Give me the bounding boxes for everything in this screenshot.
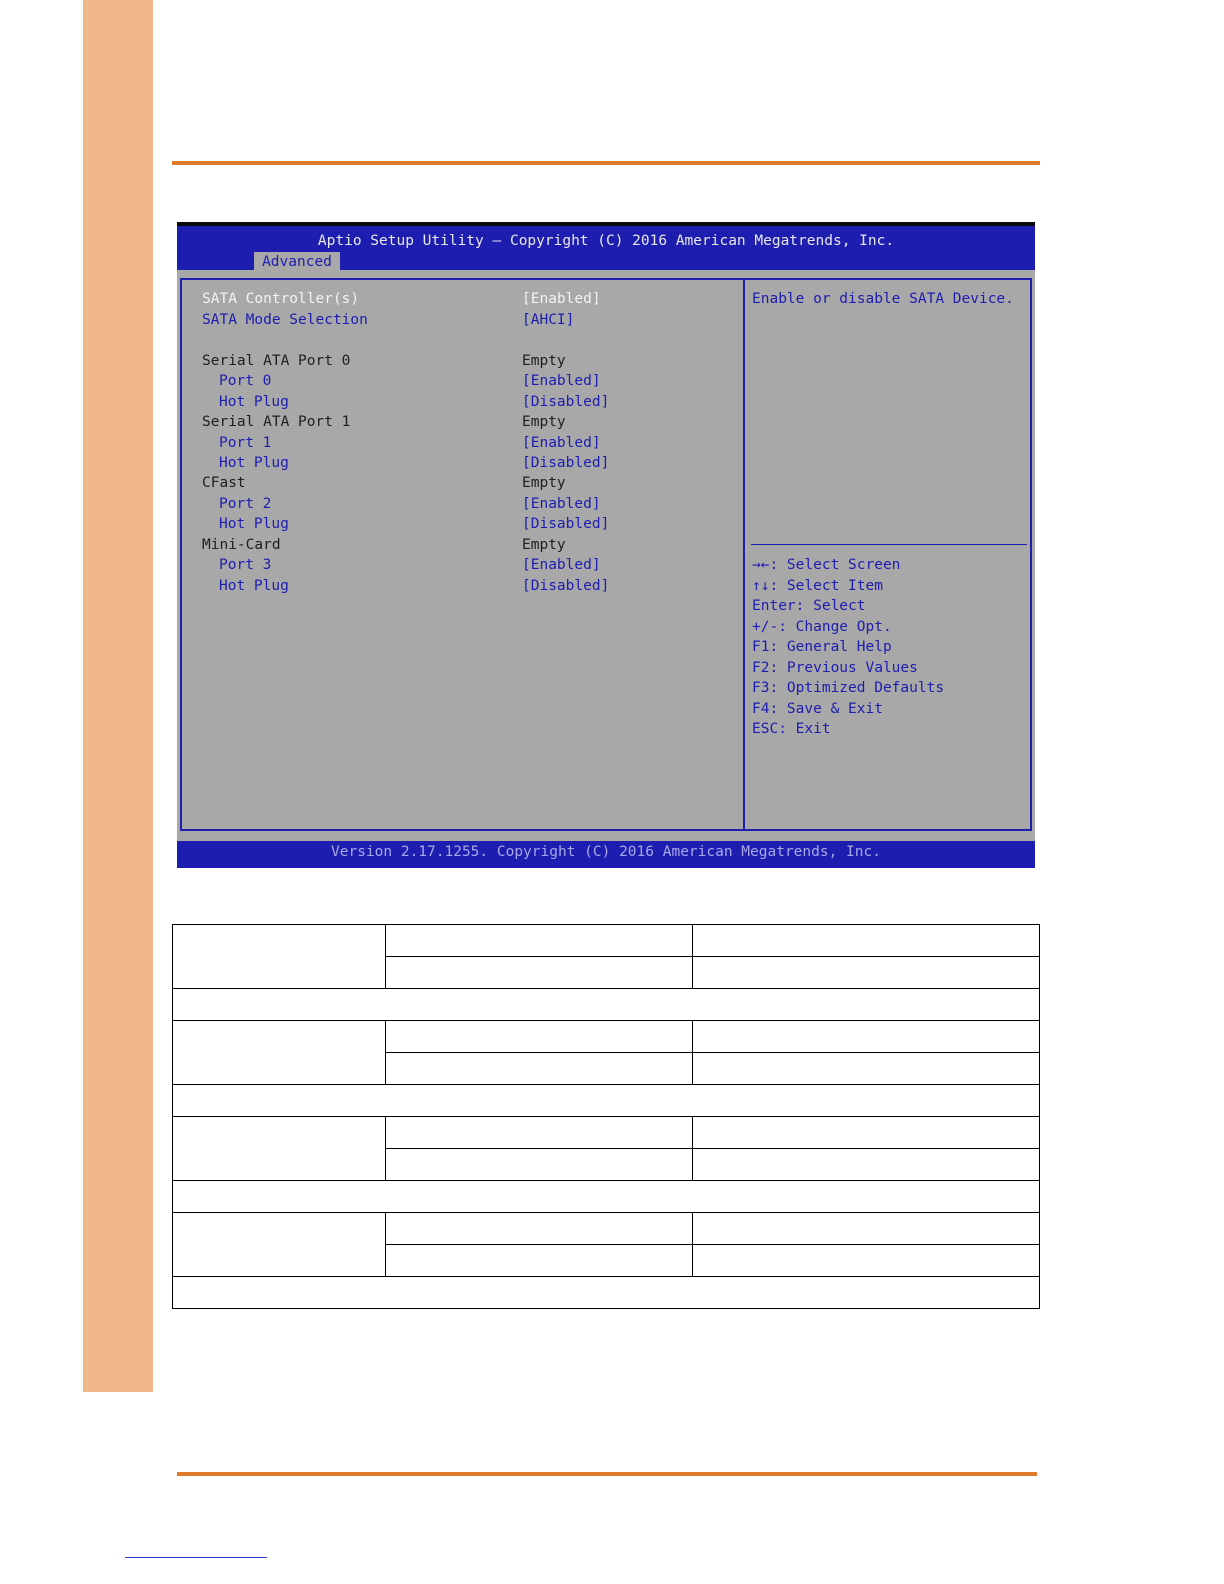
setup-item-value[interactable]: [Disabled]	[522, 394, 610, 410]
table-cell	[693, 957, 1040, 989]
panel-divider	[743, 278, 745, 831]
table-row	[173, 1213, 1040, 1245]
table-cell	[386, 925, 693, 957]
setup-item-value: Empty	[522, 475, 566, 491]
table-cell	[173, 1021, 386, 1085]
table-cell	[693, 925, 1040, 957]
help-description: Enable or disable SATA Device.	[752, 291, 1014, 307]
key-help-item: +/-: Change Opt.	[752, 618, 892, 635]
setup-item-label[interactable]: SATA Controller(s)	[202, 291, 360, 307]
table-cell	[386, 1021, 693, 1053]
setup-item-value[interactable]: [Enabled]	[522, 435, 601, 451]
setup-item-value: Empty	[522, 414, 566, 430]
table-cell	[693, 1245, 1040, 1277]
table-cell	[693, 1149, 1040, 1181]
table-row	[173, 1021, 1040, 1053]
setup-item-label: CFast	[202, 475, 246, 491]
table-cell	[386, 1213, 693, 1245]
table-cell	[693, 1117, 1040, 1149]
table-row	[173, 1181, 1040, 1213]
key-help-item: F3: Optimized Defaults	[752, 680, 945, 696]
key-help-item: F1: General Help	[752, 639, 892, 655]
table-cell	[173, 1085, 1040, 1117]
key-help-item: F2: Previous Values	[752, 659, 918, 676]
key-help-item: ESC: Exit	[752, 721, 831, 737]
help-divider	[751, 544, 1027, 545]
options-table	[172, 924, 1040, 1309]
bios-footer	[177, 841, 1035, 868]
footer-link-underline	[125, 1557, 267, 1558]
setup-item-value: Empty	[522, 537, 566, 553]
setup-item-value[interactable]: [AHCI]	[522, 312, 575, 328]
setup-item-value[interactable]: [Enabled]	[522, 373, 601, 389]
table-cell	[386, 1053, 693, 1085]
setup-item-label: Mini-Card	[202, 537, 281, 553]
setup-item-value[interactable]: [Enabled]	[522, 496, 601, 512]
table-row	[173, 1277, 1040, 1309]
setup-item-value[interactable]: [Enabled]	[522, 557, 601, 573]
key-help-item: F4: Save & Exit	[752, 700, 883, 717]
setup-item-label: Serial ATA Port 1	[202, 414, 351, 430]
table-cell	[173, 1213, 386, 1277]
table-row	[173, 1085, 1040, 1117]
setup-item-value[interactable]: [Disabled]	[522, 578, 610, 594]
setup-item-label[interactable]: SATA Mode Selection	[202, 312, 368, 328]
key-help-item: ↑↓: Select Item	[752, 577, 883, 594]
bios-footer-text: Version 2.17.1255. Copyright (C) 2016 American Megatrends, Inc.	[331, 844, 881, 860]
table-cell	[693, 1021, 1040, 1053]
footer-rule	[177, 1472, 1037, 1476]
setup-item-value: Empty	[522, 353, 566, 369]
bios-title: Aptio Setup Utility – Copyright (C) 2016 American Megatrends, Inc.	[317, 233, 895, 249]
table-row	[173, 925, 1040, 957]
table-cell	[173, 1181, 1040, 1213]
table-cell	[173, 1277, 1040, 1309]
table-cell	[173, 925, 386, 989]
table-cell	[173, 1117, 386, 1181]
setup-item-label: Serial ATA Port 0	[202, 353, 351, 369]
header-rule	[172, 161, 1040, 165]
setup-item-label[interactable]: Hot Plug	[219, 394, 289, 410]
setup-item-label[interactable]: Hot Plug	[219, 578, 289, 594]
table-row	[173, 989, 1040, 1021]
setup-item-value[interactable]: [Disabled]	[522, 455, 610, 471]
tab-advanced[interactable]: Advanced	[254, 252, 340, 272]
table-cell	[173, 989, 1040, 1021]
setup-item-label[interactable]: Hot Plug	[219, 455, 289, 471]
bios-header	[177, 222, 1035, 270]
side-band	[83, 0, 153, 1392]
table-cell	[693, 1053, 1040, 1085]
setup-item-label[interactable]: Port 2	[219, 496, 272, 512]
setup-item-label[interactable]: Port 0	[219, 373, 272, 389]
key-help-item: Enter: Select	[752, 598, 866, 614]
table-cell	[386, 1149, 693, 1181]
setup-item-value[interactable]: [Enabled]	[522, 291, 601, 307]
setup-item-label[interactable]: Port 1	[219, 435, 272, 451]
table-cell	[386, 957, 693, 989]
setup-item-label[interactable]: Hot Plug	[219, 516, 289, 532]
table-cell	[386, 1245, 693, 1277]
key-help-item: →←: Select Screen	[752, 557, 901, 573]
table-row	[173, 1117, 1040, 1149]
bios-screen	[177, 222, 1035, 868]
table-cell	[386, 1117, 693, 1149]
table-cell	[693, 1213, 1040, 1245]
setup-item-value[interactable]: [Disabled]	[522, 516, 610, 532]
setup-item-label[interactable]: Port 3	[219, 557, 272, 573]
